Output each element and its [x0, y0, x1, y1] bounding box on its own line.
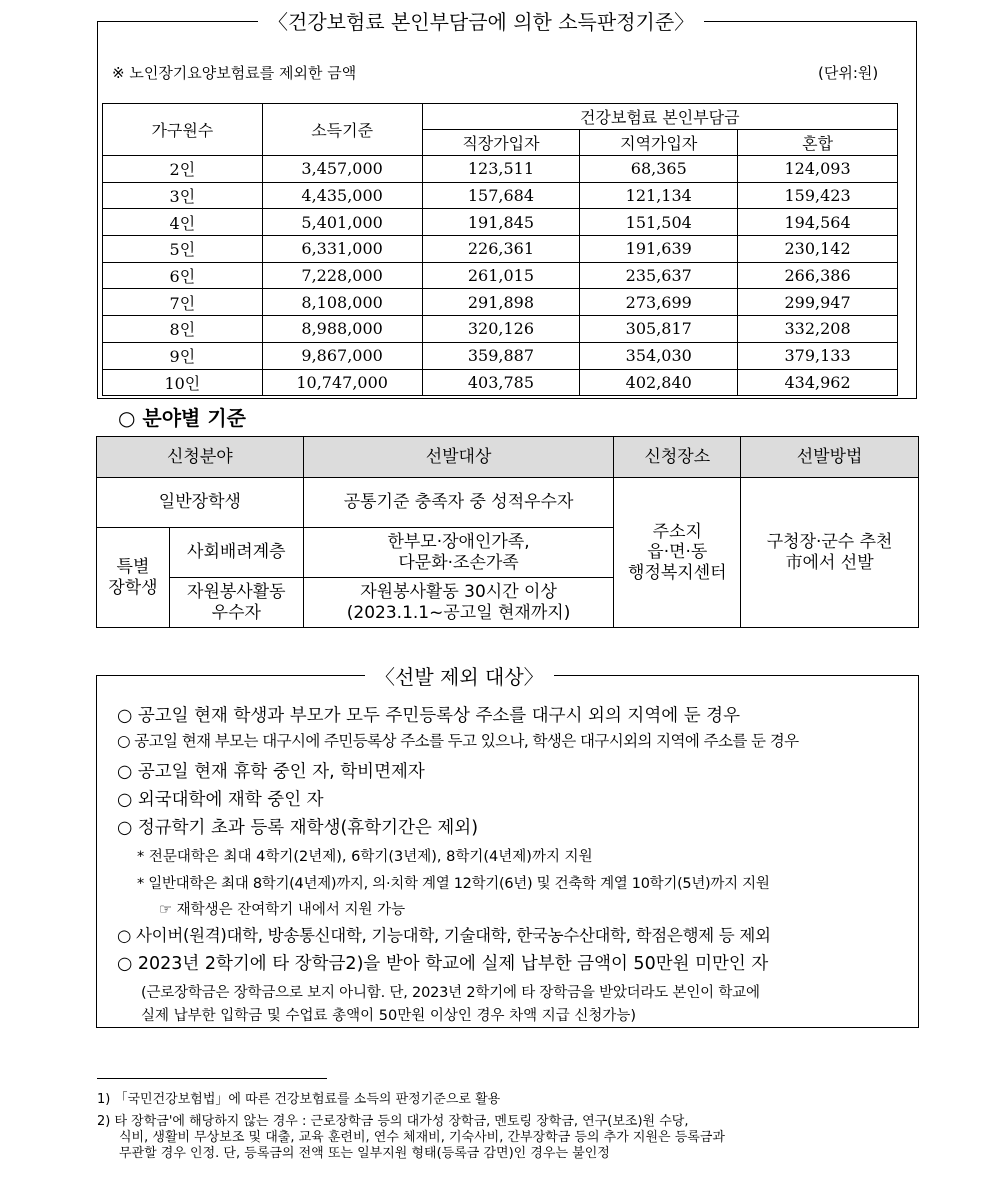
- cell-regional: 305,817: [580, 316, 738, 343]
- table-row: [103, 262, 898, 289]
- cell-mixed: 159,423: [738, 182, 898, 209]
- selection-method: [741, 478, 919, 628]
- cell-mixed: 194,564: [738, 209, 898, 236]
- cell-income: 8,108,000: [262, 289, 422, 316]
- exclusion-paren-note: 실제 납부한 입학금 및 수업료 총액이 50만원 이상인 경우 차액 지급 신청가능): [141, 1008, 637, 1024]
- header-target: 선발대상: [303, 437, 614, 478]
- header-household: 가구원수: [103, 104, 263, 156]
- cell-household: 7인: [103, 289, 263, 316]
- table-row: [103, 369, 898, 396]
- cell-household: 9인: [103, 342, 263, 369]
- cell-income: 5,401,000: [262, 209, 422, 236]
- volunteer-field-2: 우수자: [211, 602, 261, 623]
- exclusion-item: ○ 사이버(원격)대학, 방송통신대학, 기능대학, 기술대학, 한국농수산대학, 학점은행제 등 제외: [117, 926, 771, 945]
- footnote-divider: [97, 1078, 327, 1079]
- cell-regional: 235,637: [580, 262, 738, 289]
- cell-income: 4,435,000: [262, 182, 422, 209]
- exclusion-item: ○ 정규학기 초과 등록 재학생(휴학기간은 제외): [117, 818, 479, 838]
- cell-household: 3인: [103, 182, 263, 209]
- cell-income: 9,867,000: [262, 342, 422, 369]
- table-row: [103, 156, 898, 183]
- cell-employee: 320,126: [422, 316, 580, 343]
- cell-mixed: 266,386: [738, 262, 898, 289]
- cell-regional: 68,365: [580, 156, 738, 183]
- cell-employee: 123,511: [422, 156, 580, 183]
- social-target: [303, 528, 614, 578]
- volunteer-target: [303, 578, 614, 628]
- cell-regional: 273,699: [580, 289, 738, 316]
- cell-employee: 359,887: [422, 342, 580, 369]
- place-line-3: 행정복지센터: [628, 562, 727, 583]
- social-target-1: 한부모·장애인가족,: [387, 532, 530, 553]
- header-employee: 직장가입자: [422, 130, 580, 156]
- cell-employee: 191,845: [422, 209, 580, 236]
- cell-mixed: 379,133: [738, 342, 898, 369]
- cell-household: 8인: [103, 316, 263, 343]
- cell-regional: 191,639: [580, 236, 738, 263]
- method-line-1: 구청장·군수 추천: [766, 532, 893, 553]
- table-row: [103, 182, 898, 209]
- general-field: 일반장학생: [97, 478, 304, 528]
- header-regional: 지역가입자: [580, 130, 738, 156]
- cell-regional: 354,030: [580, 342, 738, 369]
- exclusion-item: ○ 공고일 현재 휴학 중인 자, 학비면제자: [117, 762, 425, 782]
- field-table: [96, 436, 919, 628]
- cell-household: 4인: [103, 209, 263, 236]
- exclusion-item: ○ 외국대학에 재학 중인 자: [117, 790, 324, 810]
- exclusion-paren-note: (근로장학금은 장학금으로 보지 아니함. 단, 2023년 2학기에 타 장학금을 받았더라도 본인이 학교에: [141, 985, 760, 1001]
- table-row: [103, 236, 898, 263]
- cell-income: 8,988,000: [262, 316, 422, 343]
- exclusion-sub-note: ☞ 재학생은 잔여학기 내에서 지원 가능: [159, 902, 406, 918]
- cell-employee: 157,684: [422, 182, 580, 209]
- general-target: 공통기준 충족자 중 성적우수자: [303, 478, 614, 528]
- cell-mixed: 124,093: [738, 156, 898, 183]
- special-scholar-label: [97, 528, 170, 628]
- exclusion-box: [96, 665, 919, 1028]
- income-table: [102, 103, 898, 396]
- place-line-1: 주소지: [652, 521, 702, 542]
- header-field: 신청분야: [97, 437, 304, 478]
- footnote-1: 1) 「국민건강보험법」에 따른 건강보험료를 소득의 판정기준으로 활용: [97, 1092, 501, 1107]
- exclusion-sub-item: * 전문대학은 최대 4학기(2년제), 6학기(3년제), 8학기(4년제)까지 지원: [137, 849, 593, 865]
- table-row: [103, 289, 898, 316]
- cell-income: 10,747,000: [262, 369, 422, 396]
- cell-household: 5인: [103, 236, 263, 263]
- cell-employee: 226,361: [422, 236, 580, 263]
- volunteer-field: [169, 578, 303, 628]
- cell-income: 7,228,000: [262, 262, 422, 289]
- cell-income: 6,331,000: [262, 236, 422, 263]
- income-criteria-title: 〈건강보험료 본인부담금에 의한 소득판정기준〉: [258, 6, 704, 35]
- table-row: [103, 209, 898, 236]
- footnote-2-cont: 식비, 생활비 무상보조 및 대출, 교육 훈련비, 연수 체재비, 기숙사비, 간부장학금 등의 추가 지원은 등록금과: [119, 1130, 725, 1145]
- header-method: 선발방법: [741, 437, 919, 478]
- cell-employee: 261,015: [422, 262, 580, 289]
- header-premium-group: 건강보험료 본인부담금: [422, 104, 897, 130]
- header-mixed: 혼합: [738, 130, 898, 156]
- cell-household: 6인: [103, 262, 263, 289]
- field-section-title: ○ 분야별 기준: [118, 406, 246, 430]
- volunteer-target-1: 자원봉사활동 30시간 이상: [360, 582, 557, 603]
- method-line-2: 市에서 선발: [785, 552, 874, 573]
- cell-regional: 121,134: [580, 182, 738, 209]
- cell-income: 3,457,000: [262, 156, 422, 183]
- social-target-2: 다문화·조손가족: [398, 552, 519, 573]
- cell-household: 10인: [103, 369, 263, 396]
- exclusion-item: ○ 공고일 현재 학생과 부모가 모두 주민등록상 주소를 대구시 외의 지역에 둔 경우: [117, 706, 740, 726]
- cell-regional: 402,840: [580, 369, 738, 396]
- cell-employee: 291,898: [422, 289, 580, 316]
- cell-mixed: 434,962: [738, 369, 898, 396]
- footnote-2: 2) 타 장학금'에 해당하지 않는 경우 : 근로장학금 등의 대가성 장학금, 멘토링 장학금, 연구(보조)원 수당,: [97, 1114, 689, 1129]
- apply-place: [614, 478, 741, 628]
- income-note: ※ 노인장기요양보험료를 제외한 금액: [112, 64, 357, 82]
- cell-employee: 403,785: [422, 369, 580, 396]
- exclusion-sub-item: * 일반대학은 최대 8학기(4년제)까지, 의·치학 계열 12학기(6년) 및 건축학 계열 10학기(5년)까지 지원: [137, 876, 770, 892]
- cell-mixed: 299,947: [738, 289, 898, 316]
- table-row: [103, 316, 898, 343]
- header-income: 소득기준: [262, 104, 422, 156]
- exclusion-title: 〈선발 제외 대상〉: [365, 661, 554, 690]
- exclusion-item: ○ 공고일 현재 부모는 대구시에 주민등록상 주소를 두고 있으나, 학생은 대구시외의 지역에 주소를 둔 경우: [117, 732, 799, 750]
- social-field: 사회배려계층: [169, 528, 303, 578]
- table-row: [103, 342, 898, 369]
- volunteer-field-1: 자원봉사활동: [187, 582, 286, 603]
- cell-household: 2인: [103, 156, 263, 183]
- volunteer-target-2: (2023.1.1~공고일 현재까지): [346, 602, 571, 623]
- place-line-2: 읍·면·동: [647, 542, 708, 563]
- cell-regional: 151,504: [580, 209, 738, 236]
- unit-label: (단위:원): [818, 64, 879, 82]
- special-label-2: 장학생: [108, 577, 158, 598]
- cell-mixed: 332,208: [738, 316, 898, 343]
- special-label-1: 특별: [116, 557, 150, 578]
- header-place: 신청장소: [614, 437, 741, 478]
- footnote-2-cont: 무관할 경우 인정. 단, 등록금의 전액 또는 일부지원 형태(등록금 감면)인 경우는 불인정: [119, 1146, 610, 1161]
- cell-mixed: 230,142: [738, 236, 898, 263]
- exclusion-item: ○ 2023년 2학기에 타 장학금2)을 받아 학교에 실제 납부한 금액이 50만원 미만인 자: [117, 954, 769, 974]
